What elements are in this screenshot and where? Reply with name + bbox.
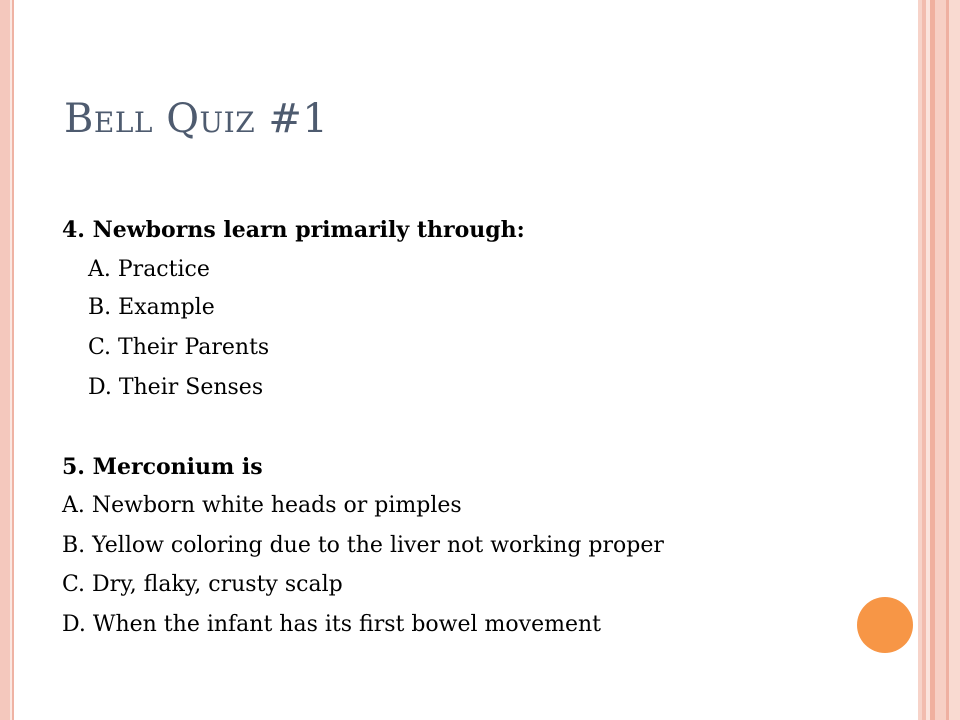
question-4-option-c: C. Their Parents bbox=[88, 335, 270, 360]
slide-title: Bell Quiz #1 bbox=[64, 96, 329, 142]
question-4-prompt: 4. Newborns learn primarily through: bbox=[62, 217, 525, 243]
question-5-option-a: A. Newborn white heads or pimples bbox=[62, 493, 462, 518]
question-5-option-d: D. When the infant has its first bowel movement bbox=[62, 612, 601, 637]
question-5-prompt: 5. Merconium is bbox=[62, 454, 263, 480]
right-accent-bar bbox=[935, 0, 946, 720]
left-accent-bar-line bbox=[12, 0, 14, 720]
question-4-option-d: D. Their Senses bbox=[88, 375, 264, 400]
orange-circle-decoration bbox=[857, 597, 913, 653]
question-5-option-b: B. Yellow coloring due to the liver not working proper bbox=[62, 533, 664, 558]
question-4-option-b: B. Example bbox=[88, 295, 215, 320]
right-accent-bar bbox=[949, 0, 960, 720]
question-5-option-c: C. Dry, flaky, crusty scalp bbox=[62, 572, 343, 597]
left-accent-bar bbox=[0, 0, 10, 720]
question-4-option-a: A. Practice bbox=[88, 257, 210, 282]
